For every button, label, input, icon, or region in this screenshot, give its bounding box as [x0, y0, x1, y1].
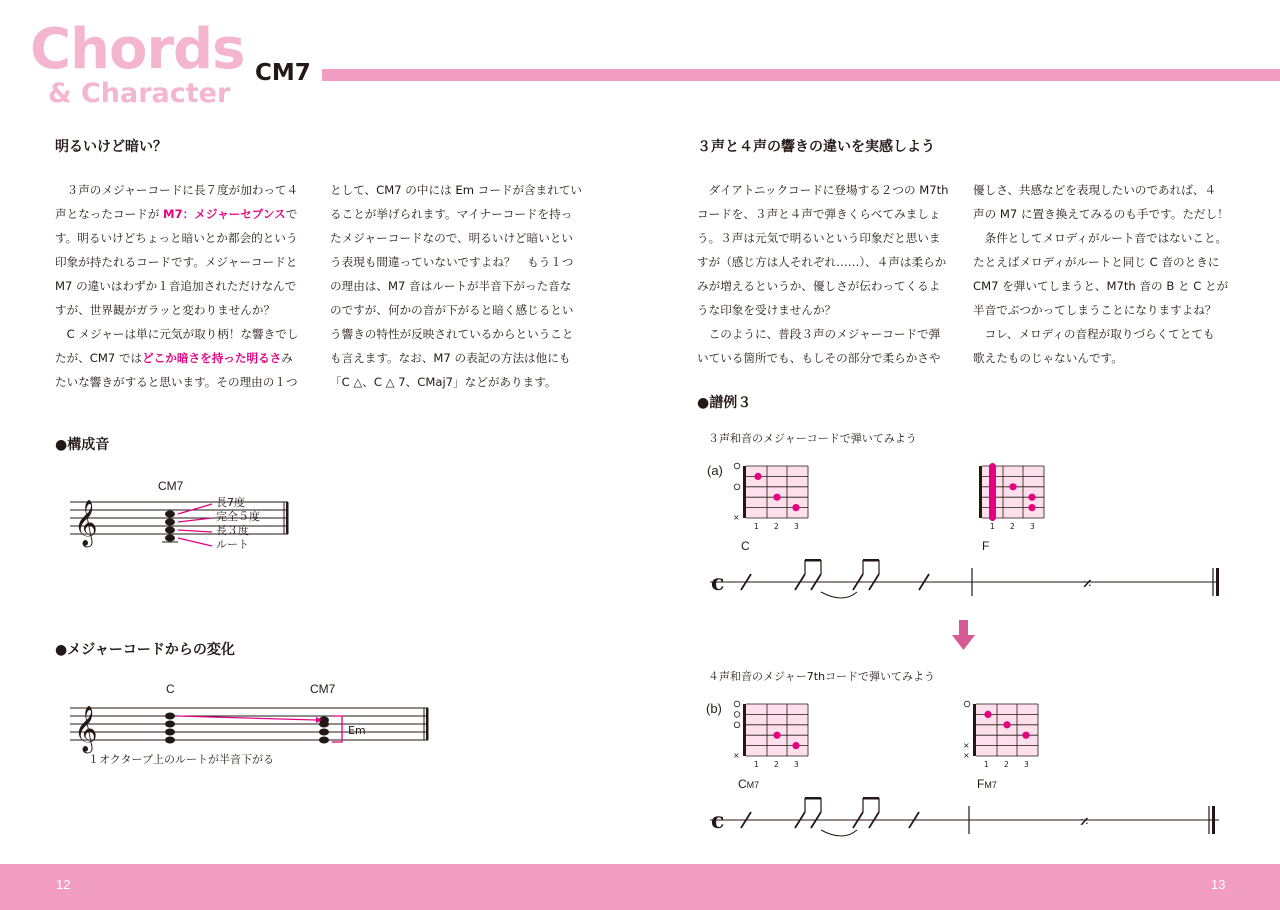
chord-symbol-cm7 — [738, 778, 759, 790]
fret-number: 2 — [1004, 760, 1009, 769]
text-line: うな印象を受けませんか？ — [697, 303, 837, 317]
text-line: たが、CM7 では — [55, 351, 143, 365]
example-caption-b: ４声和音のメジャー7thコードで弾いてみよう — [708, 670, 936, 683]
svg-text:×: × — [963, 741, 970, 750]
text-line: CM7 を弾いてしまうと、M7th 音の B と C とが — [973, 279, 1229, 293]
right-paragraph-5 — [973, 322, 1235, 370]
fret-number: 3 — [1024, 760, 1029, 769]
text-line: たメジャーコードなので、明るいけど暗いとい — [330, 231, 574, 245]
fretboard-fm7 — [960, 700, 1050, 770]
fret-number: 1 — [754, 522, 759, 531]
left-text-column-1 — [55, 178, 315, 394]
chord-symbol-fm7 — [977, 778, 997, 790]
text-line: 半音でぶつかってしまうことになりますよね？ — [973, 303, 1217, 317]
left-heading: 明るいけど暗い？ — [55, 139, 167, 155]
svg-text:×: × — [733, 513, 740, 522]
chord-symbol-c: C — [166, 682, 175, 696]
fret-number: 3 — [794, 760, 799, 769]
svg-text:×: × — [733, 751, 740, 760]
common-time-icon: c — [711, 808, 725, 834]
change-from-major-staff — [60, 698, 440, 758]
text-line: コレ、メロディの音程が取りづらくてとても — [984, 327, 1215, 341]
chord-symbol-cm7: CM7 — [310, 682, 336, 696]
fret-number: 1 — [984, 760, 989, 769]
treble-clef-icon: 𝄞 — [74, 706, 98, 752]
chord-quality: M7 — [746, 780, 760, 790]
fretboard-f-triad — [972, 462, 1052, 532]
left-text-column-2 — [330, 178, 595, 394]
example-label-b: (b) — [706, 701, 722, 716]
fret-number: 1 — [754, 760, 759, 769]
right-text-column-1 — [697, 178, 962, 370]
right-paragraph-1 — [697, 178, 962, 322]
chord-symbol-cm7: CM7 — [158, 479, 184, 493]
rhythm-staff-b — [705, 790, 1225, 850]
fret-number: 2 — [774, 760, 779, 769]
right-paragraph-4 — [973, 226, 1235, 322]
text-line: ３声のメジャーコードに長７度が加わって４ — [66, 183, 299, 197]
rhythm-staff-a — [705, 552, 1225, 612]
text-line: も言えます。なお、M7 の表記の方法は他にも — [330, 351, 571, 365]
component-tones-staff — [60, 490, 300, 560]
footer-bar — [0, 864, 1280, 910]
text-line: すが、世界観がガラッと変わりませんか？ — [55, 303, 276, 317]
page-number-left: 12 — [56, 877, 71, 892]
section-heading-component-tones: ●構成音 — [55, 437, 110, 453]
example-caption-a: ３声和音のメジャーコードで弾いてみよう — [708, 432, 917, 445]
example-heading: ●譜例３ — [697, 395, 752, 411]
right-heading: ３声と４声の響きの違いを実感しよう — [697, 139, 935, 155]
text-line: う響きの特性が反映されているからということ — [330, 327, 574, 341]
svg-text:×: × — [963, 751, 970, 760]
series-logo-subtitle: & Character — [48, 78, 231, 109]
fret-number: 3 — [794, 522, 799, 531]
left-paragraph-1 — [55, 178, 315, 322]
text-line: う表現も間違っていないですよね？ もう１つ — [330, 255, 574, 269]
text-line: ダイアトニックコードに登場する２つの M7th — [708, 183, 949, 197]
chord-root: C — [738, 777, 747, 791]
text-line: いている箇所でも、もしその部分で柔らかさや — [697, 351, 941, 365]
text-line: たいな響きがすると思います。その理由の１つ — [55, 375, 298, 389]
text-line: 条件としてメロディがルート音ではないこと。 — [984, 231, 1228, 245]
text-line: 印象が持たれるコードです。メジャーコードと — [55, 255, 298, 269]
chord-quality: M7 — [984, 780, 997, 790]
right-text-column-2 — [973, 178, 1235, 370]
text-line: 声の M7 に置き換えてみるのも手です。ただし！ — [973, 207, 1229, 221]
highlight-m7: M7：メジャーセブンス — [163, 207, 286, 221]
example-label-a: (a) — [707, 463, 723, 478]
fret-number: 2 — [774, 522, 779, 531]
text-line: 声となったコードが — [55, 207, 160, 221]
text-line: み — [281, 351, 293, 365]
chord-root: F — [977, 777, 985, 791]
right-paragraph-2 — [697, 322, 962, 370]
bracket-label-em: Em — [348, 724, 366, 737]
chord-symbol-f: F — [982, 539, 990, 553]
text-line: で — [285, 207, 298, 221]
fretboard-c-triad — [730, 462, 820, 532]
text-line: 優しさ、共感などを表現したいのであれば、４ — [973, 183, 1217, 197]
text-line: M7 の違いはわずか１音追加されただけなんで — [55, 279, 297, 293]
text-line: す。明るいけどちょっと暗いとか都会的という — [55, 231, 298, 245]
arrow-down-icon — [952, 620, 976, 652]
tone-label-perfect-5th: 完全５度 — [216, 510, 260, 523]
chord-symbol-c: C — [741, 539, 750, 553]
text-line: 「C △、C △ 7、CMaj7」などがあります。 — [330, 375, 557, 389]
fret-number: 3 — [1030, 522, 1035, 531]
repeat-measure-icon: 𝄎 — [1080, 812, 1089, 833]
series-logo-title: Chords — [30, 17, 245, 82]
common-time-icon: c — [711, 570, 725, 596]
page-number-right: 13 — [1211, 877, 1226, 892]
chord-title: CM7 — [255, 60, 311, 86]
text-line: コードを、３声と４声で弾きくらべてみましょ — [697, 207, 941, 221]
left-paragraph-2 — [55, 322, 315, 394]
change-caption: １オクターブ上のルートが半音下がる — [88, 753, 275, 766]
title-accent-bar — [322, 69, 1280, 81]
section-heading-change-from-major: ●メジャーコードからの変化 — [55, 642, 235, 658]
tone-label-root: ルート — [216, 538, 249, 551]
tone-label-major-3rd: 長３度 — [216, 524, 249, 537]
fret-number: 2 — [1010, 522, 1015, 531]
text-line: ることが挙げられます。マイナーコードを持っ — [330, 207, 573, 221]
fretboard-cm7 — [730, 700, 820, 770]
text-line: すが（感じ方は人それぞれ……）、４声は柔らか — [697, 255, 947, 269]
tone-label-major-7th: 長7度 — [216, 496, 245, 509]
text-line: C メジャーは単に元気が取り柄！な響きでし — [66, 327, 299, 341]
text-line: みが増えるというか、優しさが伝わってくるよ — [697, 279, 941, 293]
text-line: 歌えたものじゃないんです。 — [973, 351, 1123, 365]
fret-number: 1 — [990, 522, 995, 531]
treble-clef-icon: 𝄞 — [74, 500, 98, 546]
text-line: の理由は、M7 音はルートが半音下がった音な — [330, 279, 572, 293]
text-line: のですが、何かの音が下がると暗く感じるとい — [330, 303, 574, 317]
text-line: このように、普段３声のメジャーコードで弾 — [708, 327, 941, 341]
right-paragraph-3 — [973, 178, 1235, 226]
text-line: う。３声は元気で明るいという印象だと思いま — [697, 231, 941, 245]
text-line: たとえばメロディがルートと同じ C 音のときに — [973, 255, 1220, 269]
text-line: として、CM7 の中には Em コードが含まれてい — [330, 183, 583, 197]
repeat-measure-icon: 𝄎 — [1083, 574, 1092, 595]
highlight-dark-brightness: どこか暗さを持った明るさ — [142, 351, 282, 365]
